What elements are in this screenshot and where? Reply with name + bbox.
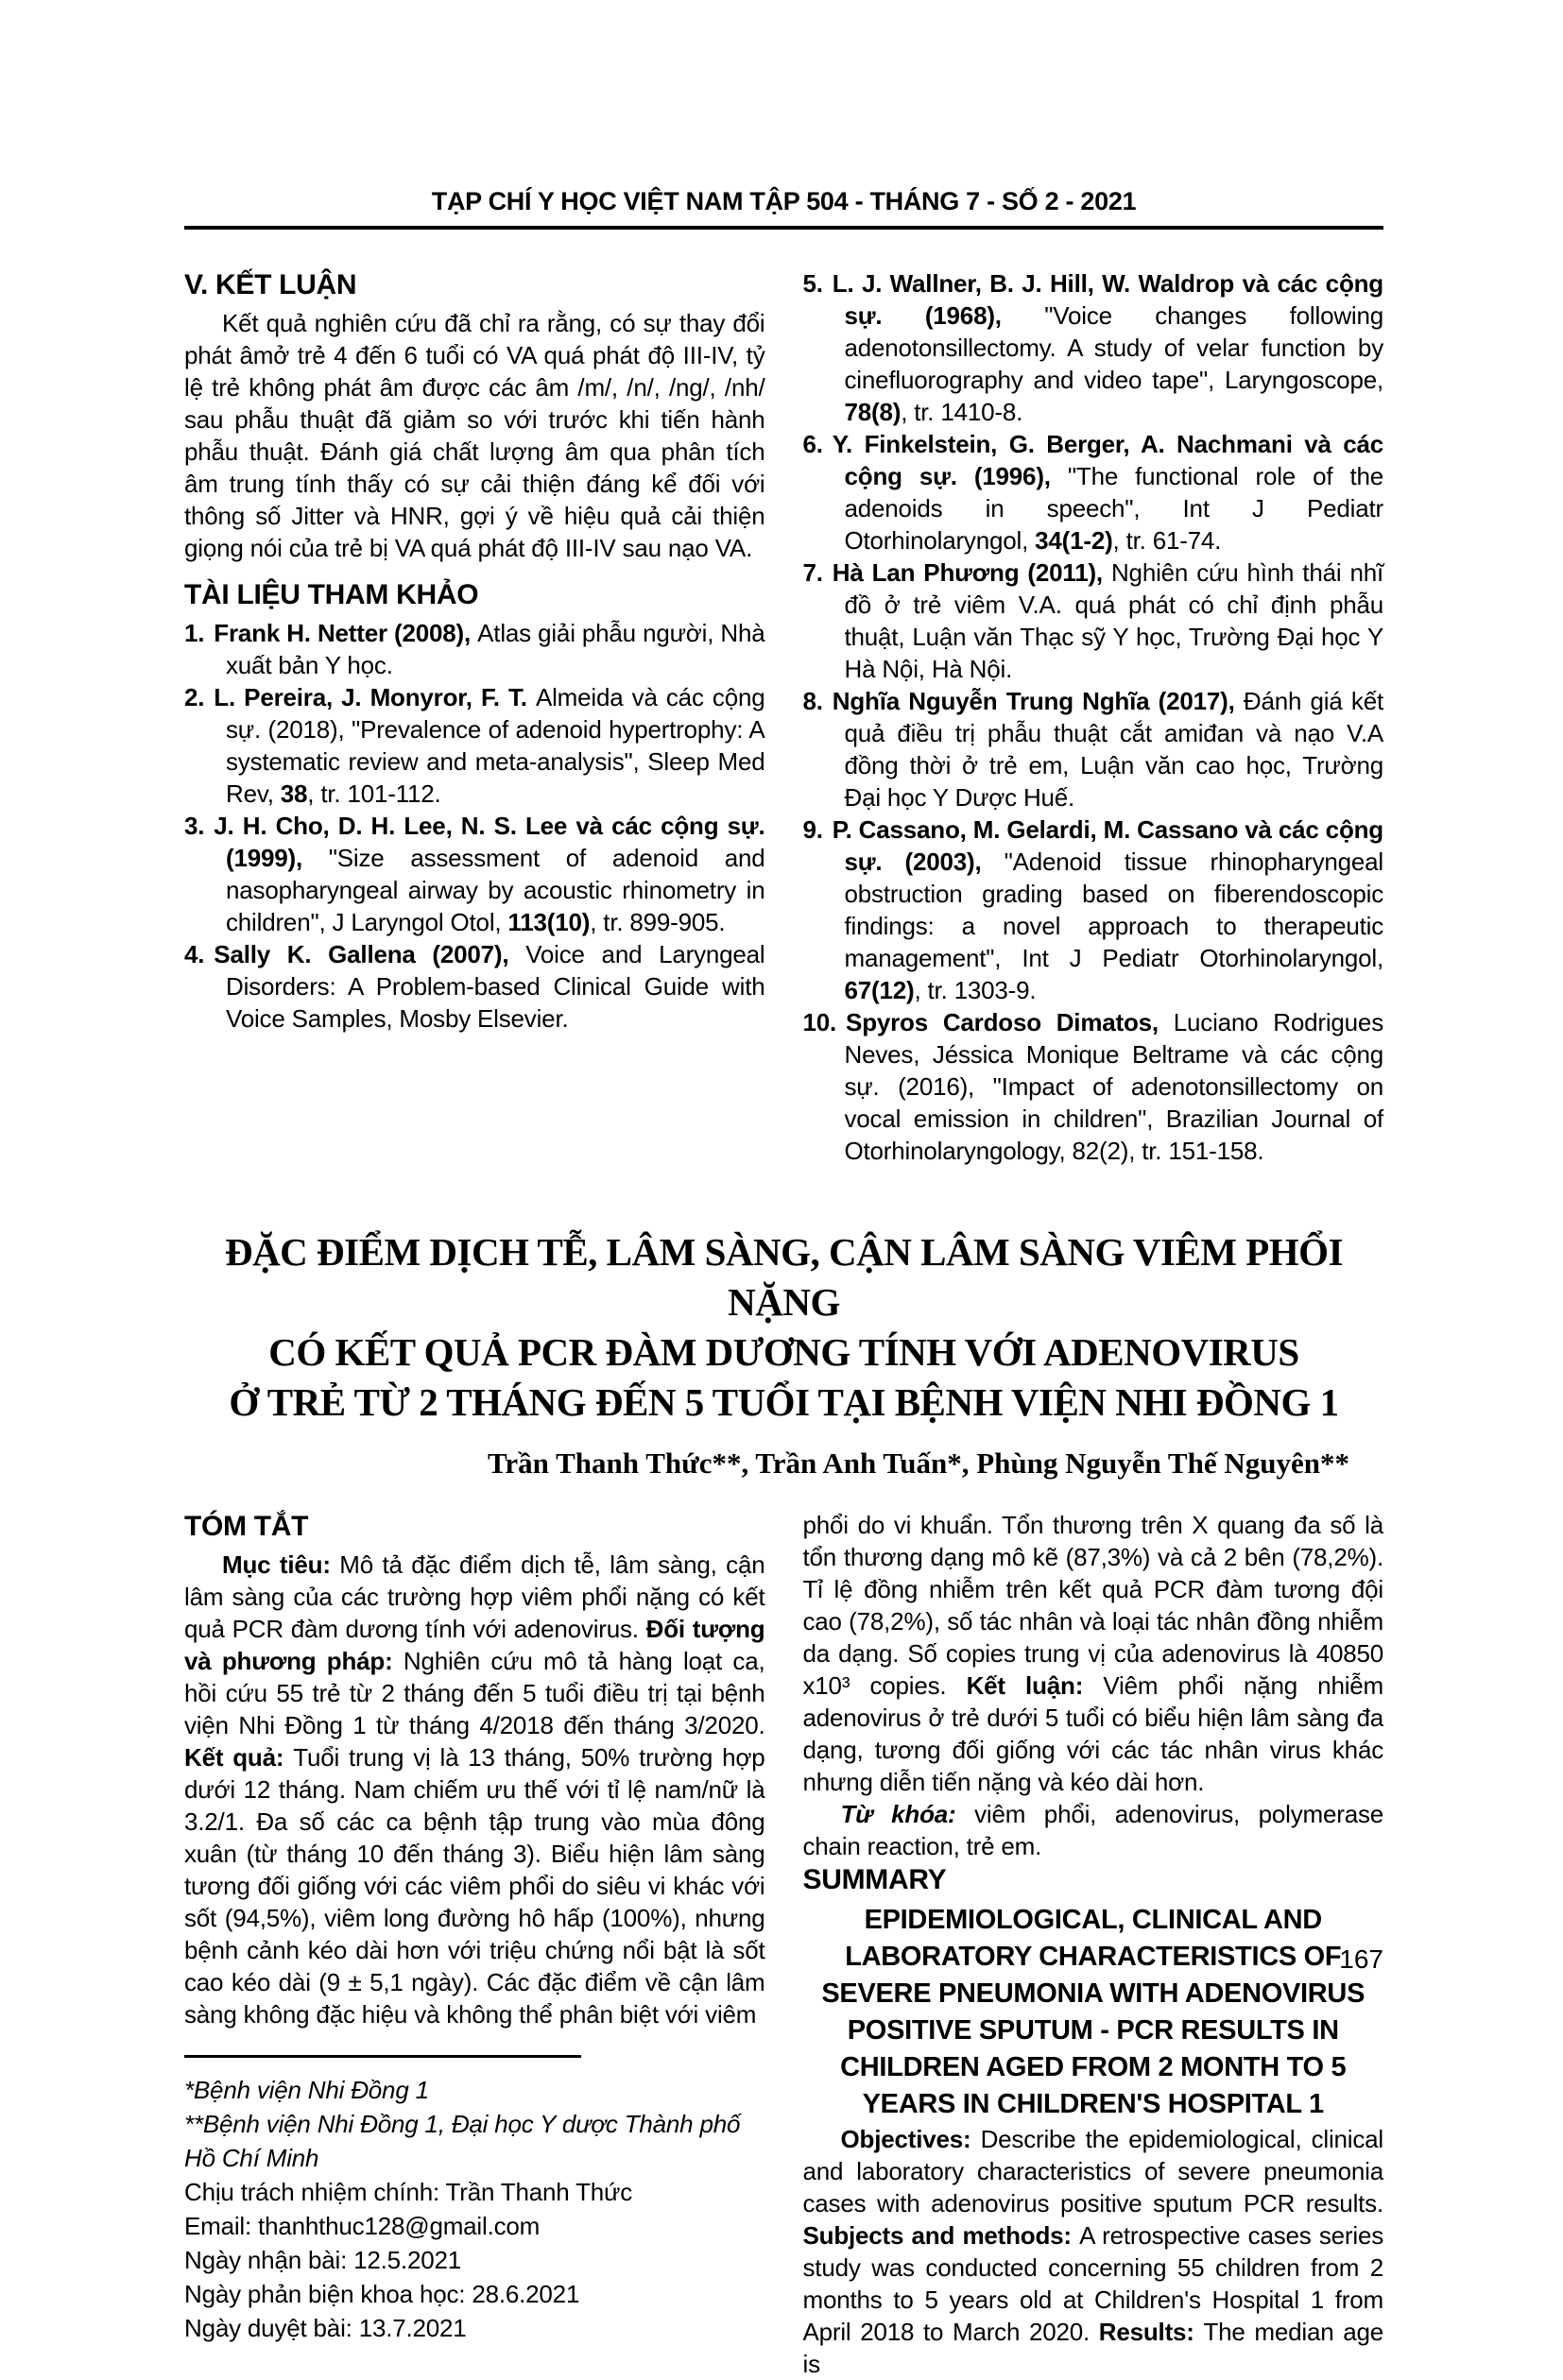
left-column-top bbox=[184, 267, 765, 1167]
reference-number: 10. bbox=[802, 1008, 837, 1036]
summary-title-line-3: SEVERE PNEUMONIA WITH ADENOVIRUS bbox=[821, 1978, 1365, 2009]
article-title bbox=[184, 1227, 1383, 1428]
reference-text: P. Cassano, M. Gelardi, M. Cassano và các cộng sự. (2003), "Adenoid tissue rhinopharyngeal obstruction grading based on fiberendoscopic findings: a novel approach to therapeutic management", Int J Pediatr Otorhinolaryngol, 67(12), tr. 1303-9. bbox=[832, 815, 1383, 1004]
article-title-line-2: CÓ KẾT QUẢ PCR ĐÀM DƯƠNG TÍNH VỚI ADENOVIRUS bbox=[268, 1330, 1299, 1374]
reference-text: Frank H. Netter (2008), Atlas giải phẫu người, Nhà xuất bản Y học. bbox=[214, 619, 765, 679]
keywords-line: Từ khóa: viêm phổi, adenovirus, polymerase chain reaction, trẻ em. bbox=[802, 1800, 1384, 1860]
summary-heading: SUMMARY bbox=[802, 1864, 947, 1895]
reference-number: 3. bbox=[184, 812, 205, 840]
conclusion-heading: V. KẾT LUẬN bbox=[184, 269, 357, 300]
reference-number: 9. bbox=[802, 815, 823, 844]
reference-item-3 bbox=[184, 810, 765, 938]
reference-number: 6. bbox=[802, 430, 823, 458]
summary-title bbox=[803, 1902, 1384, 2123]
abstract-section bbox=[184, 1509, 1383, 2380]
reference-number: 5. bbox=[802, 269, 823, 298]
reference-number: 2. bbox=[184, 683, 205, 711]
summary-title-line-5: CHILDREN AGED FROM 2 MONTH TO 5 bbox=[840, 2052, 1347, 2082]
article-title-line-1: ĐẶC ĐIỂM DỊCH TỄ, LÂM SÀNG, CẬN LÂM SÀNG VIÊM PHỔI NẶNG bbox=[224, 1230, 1344, 1324]
reference-item-5 bbox=[803, 267, 1384, 428]
conclusion-paragraph: Kết quả nghiên cứu đã chỉ ra rằng, có sự thay đổi phát âmở trẻ 4 đến 6 tuổi có VA quá phát độ III-IV, tỷ lệ trẻ không phát âm được các âm /m/, /n/, /ng/, /nh/ sau phẫu thuật đã giảm so với trước khi tiến hành phẫu thuật. Đánh giá chất lượng âm qua phân tích âm trung tính thấy có sự cải thiện đáng kể đối với thông số Jitter và HNR, gợi ý về hiệu quả cải thiện giọng nói của trẻ bị VA quá phát độ III-IV sau nạo VA. bbox=[184, 309, 765, 562]
right-column-top bbox=[803, 267, 1384, 1167]
reference-item-10 bbox=[803, 1006, 1384, 1167]
header-rule bbox=[184, 226, 1383, 230]
reference-item-9 bbox=[803, 813, 1384, 1006]
reference-text: Sally K. Gallena (2007), Voice and Laryngeal Disorders: A Problem-based Clinical Guide with Voice Samples, Mosby Elsevier. bbox=[214, 940, 765, 1033]
footnote-received-date: Ngày nhận bài: 12.5.2021 bbox=[184, 2246, 461, 2274]
reference-item-4 bbox=[184, 938, 765, 1035]
summary-title-line-1: EPIDEMIOLOGICAL, CLINICAL AND bbox=[864, 1905, 1322, 1935]
left-column-bottom bbox=[184, 1509, 765, 2380]
footnote-email: Email: thanhthuc128@gmail.com bbox=[184, 2212, 541, 2240]
footnote-affiliation-1: *Bệnh viện Nhi Đồng 1 bbox=[184, 2076, 429, 2104]
references-section bbox=[184, 267, 1383, 1167]
footnote-review-date: Ngày phản biện khoa học: 28.6.2021 bbox=[184, 2280, 580, 2308]
reference-item-8 bbox=[803, 685, 1384, 813]
reference-number: 4. bbox=[184, 940, 205, 968]
authors-line: Trần Thanh Thức**, Trần Anh Tuấn*, Phùng Nguyễn Thế Nguyên** bbox=[488, 1447, 1349, 1480]
summary-title-line-4: POSITIVE SPUTUM - PCR RESULTS IN bbox=[847, 2015, 1339, 2046]
right-column-bottom bbox=[803, 1509, 1384, 2380]
reference-number: 7. bbox=[802, 558, 823, 587]
journal-running-head: TẠP CHÍ Y HỌC VIỆT NAM TẬP 504 - THÁNG 7 - SỐ 2 - 2021 bbox=[431, 187, 1137, 215]
summary-paragraph: Objectives: Describe the epidemiological, clinical and laboratory characteristics of severe pneumonia cases with adenovirus positive sputum PCR results. Subjects and methods: A retrospective cases series study was conducted concerning 55 children from 2 months to 5 years old at Children's Hospital 1 from April 2018 to March 2020. Results: The median age is bbox=[802, 2125, 1384, 2378]
abstract-heading: TÓM TẮT bbox=[184, 1511, 309, 1542]
abstract-paragraph-part2: phổi do vi khuẩn. Tổn thương trên X quang đa số là tổn thương dạng mô kẽ (87,3%) và cả 2 bên (78,2%). Tỉ lệ đồng nhiễm trên kết quả PCR đàm tương đội cao (78,2%), số tác nhân và loại tác nhân đồng nhiễm da dạng. Số copies trung vị của adenovirus là 40850 x10³ copies. Kết luận: Viêm phổi nặng nhiễm adenovirus ở trẻ dưới 5 tuổi có biểu hiện lâm sàng đa dạng, tương đối giống với các tác nhân virus khác nhưng diễn tiến nặng và kéo dài hơn. bbox=[802, 1511, 1383, 1796]
reference-item-7 bbox=[803, 556, 1384, 685]
reference-text: J. H. Cho, D. H. Lee, N. S. Lee và các cộng sự. (1999), "Size assessment of adenoid and nasopharyngeal airway by acoustic rhinometry in children", J Laryngol Otol, 113(10), tr. 899-905. bbox=[214, 812, 765, 936]
reference-item-1 bbox=[184, 617, 765, 681]
reference-number: 1. bbox=[184, 619, 205, 647]
references-heading: TÀI LIỆU THAM KHẢO bbox=[184, 579, 479, 610]
reference-text: Nghĩa Nguyễn Trung Nghĩa (2017), Đánh giá kết quả điều trị phẫu thuật cắt amiđan và nạo V.A đồng thời ở trẻ em, Luận văn cao học, Trường Đại học Y Dược Huế. bbox=[832, 687, 1383, 812]
reference-number: 8. bbox=[802, 687, 823, 715]
footnote-corresponding-author: Chịu trách nhiệm chính: Trần Thanh Thức bbox=[184, 2178, 633, 2206]
abstract-paragraph-part1: Mục tiêu: Mô tả đặc điểm dịch tễ, lâm sàng, cận lâm sàng của các trường hợp viêm phổi nặng có kết quả PCR đàm dương tính với adenovirus. Đối tượng và phương pháp: Nghiên cứu mô tả hàng loạt ca, hồi cứu 55 trẻ từ 2 tháng đến 5 tuổi điều trị tại bệnh viện Nhi Đồng 1 từ tháng 4/2018 đến tháng 3/2020. Kết quả: Tuổi trung vị là 13 tháng, 50% trường hợp dưới 12 tháng. Nam chiếm ưu thế với tỉ lệ nam/nữ là 3.2/1. Đa số các ca bệnh tập trung vào mùa đông xuân (từ tháng 10 đến tháng 3). Biểu hiện lâm sàng tương đối giống với các viêm phổi do siêu vi khác với sốt (94,5%), viêm long đường hô hấp (100%), nhưng bệnh cảnh kéo dài hơn với triệu chứng nổi bật là sốt cao kéo dài (9 ± 5,1 ngày). Các đặc điểm về cận lâm sàng không đặc hiệu và không thể phân biệt với viêm bbox=[184, 1550, 765, 2029]
footnote-separator bbox=[184, 2055, 581, 2058]
reference-text: L. Pereira, J. Monyror, F. T. Almeida và các cộng sự. (2018), "Prevalence of adenoid hypertrophy: A systematic review and meta-analysis", Sleep Med Rev, 38, tr. 101-112. bbox=[214, 683, 765, 808]
reference-item-2 bbox=[184, 681, 765, 810]
article-title-line-3: Ở TRẺ TỪ 2 THÁNG ĐẾN 5 TUỔI TẠI BỆNH VIỆN NHI ĐỒNG 1 bbox=[229, 1380, 1339, 1424]
reference-text: Spyros Cardoso Dimatos, Luciano Rodrigues Neves, Jéssica Monique Beltrame và các cộng sự. (2016), "Impact of adenotonsillectomy on vocal emission in children", Brazilian Journal of Otorhinolaryngology, 82(2), tr. 151-158. bbox=[844, 1008, 1383, 1165]
reference-item-6 bbox=[803, 428, 1384, 556]
footnote-affiliation-2: **Bệnh viện Nhi Đồng 1, Đại học Y dược Thành phố Hồ Chí Minh bbox=[184, 2110, 741, 2172]
summary-title-line-2: LABORATORY CHARACTERISTICS OF bbox=[845, 1942, 1342, 1972]
summary-title-line-6: YEARS IN CHILDREN'S HOSPITAL 1 bbox=[862, 2089, 1324, 2119]
page-number: 167 bbox=[1339, 1944, 1383, 1974]
reference-text: Y. Finkelstein, G. Berger, A. Nachmani và các cộng sự. (1996), "The functional role of the adenoids in speech", Int J Pediatr Otorhinolaryngol, 34(1-2), tr. 61-74. bbox=[832, 430, 1383, 555]
reference-text: L. J. Wallner, B. J. Hill, W. Waldrop và các cộng sự. (1968), "Voice changes following adenotonsillectomy. A study of velar function by cinefluorography and video tape", Laryngoscope, 78(8), tr. 1410-8. bbox=[832, 269, 1383, 426]
footnote-accepted-date: Ngày duyệt bài: 13.7.2021 bbox=[184, 2314, 467, 2342]
reference-text: Hà Lan Phương (2011), Nghiên cứu hình thái nhĩ đồ ở trẻ viêm V.A. quá phát có chỉ định phẫu thuật, Luận văn Thạc sỹ Y học, Trường Đại học Y Hà Nội, Hà Nội. bbox=[832, 558, 1383, 683]
